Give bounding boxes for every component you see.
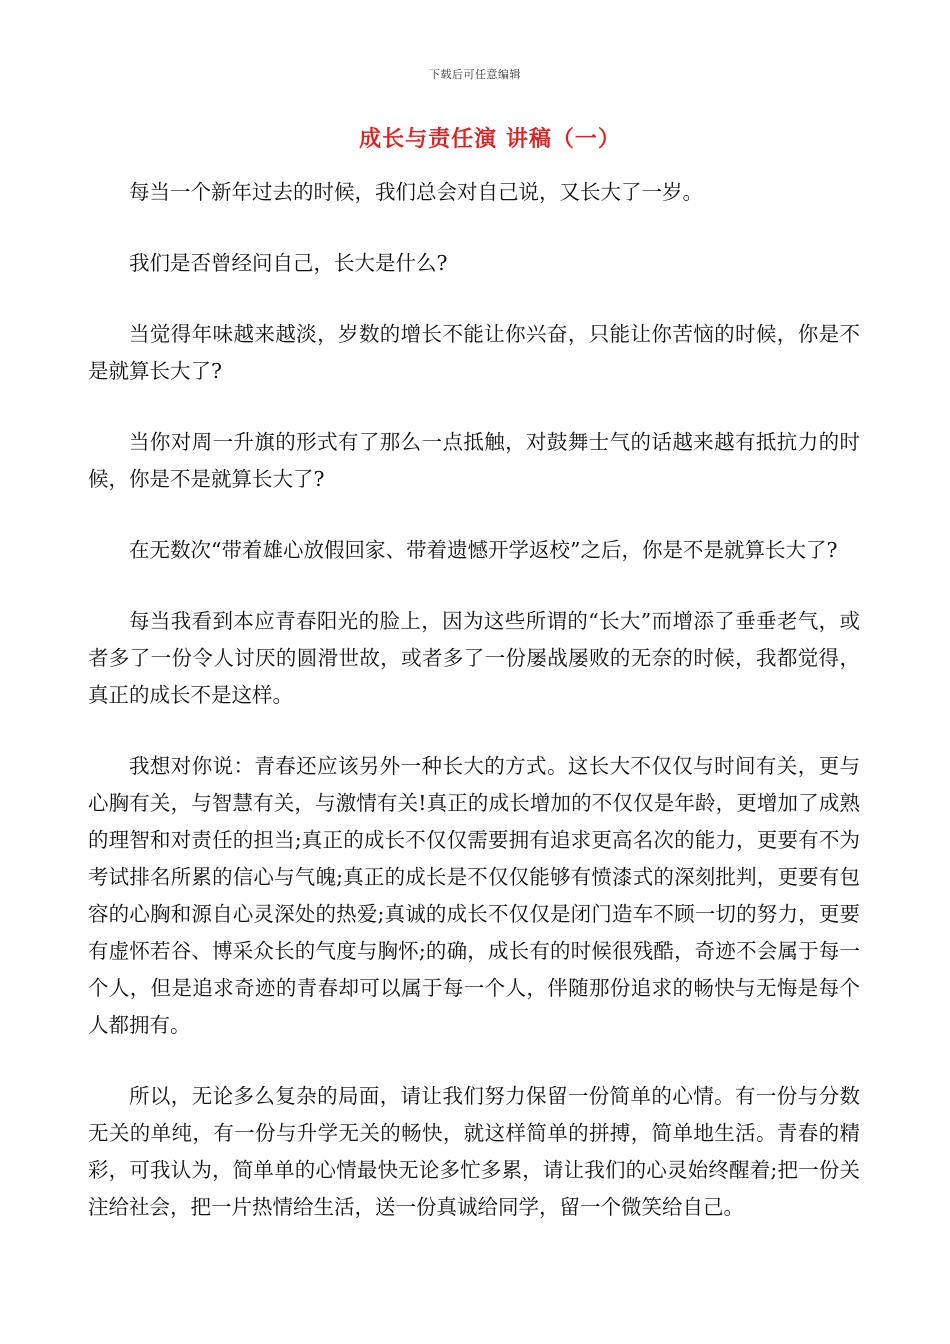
paragraph: 我们是否曾经问自己，长大是什么? bbox=[129, 251, 448, 275]
paragraph: 我想对你说：青春还应该另外一种长大的方式。这长大不仅仅与时间有关，更与心胸有关，与智慧有关，与激情有关!真正的成长增加的不仅仅是年龄，更增加了成熟的理智和对责任的担当;真正的成长不仅仅需要拥有追求更高名次的能力，更要有不为考试排名所累的信心与气魄;真正的成长是不仅仅能够有愤漆式的深刻批判，更要有包容的心胸和源自心灵深处的热爱;真诚的成长不仅仅是闭门造车不顾一切的努力，更要有虚怀若谷、博采众长的气度与胸怀;的确，成长有的时候很残酷，奇迹不会属于每一个人，但是追求奇迹的青春却可以属于每一个人，伴随那份追求的畅快与无悔是每个人都拥有。 bbox=[88, 754, 860, 1037]
paragraph: 每当一个新年过去的时候，我们总会对自己说，又长大了一岁。 bbox=[129, 180, 703, 204]
paragraph: 在无数次“带着雄心放假回家、带着遗憾开学返校”之后，你是不是就算长大了? bbox=[129, 538, 838, 562]
paragraph: 当你对周一升旗的形式有了那么一点抵触，对鼓舞士气的话越来越有抵抗力的时候，你是不是就算长大了? bbox=[88, 430, 860, 491]
paragraph: 每当我看到本应青春阳光的脸上，因为这些所谓的“长大”而增添了垂垂老气，或者多了一份令人讨厌的圆滑世故，或者多了一份屡战屡败的无奈的时候，我都觉得，真正的成长不是这样。 bbox=[88, 609, 860, 707]
header-note: 下载后可任意编辑 bbox=[429, 68, 521, 81]
paragraph: 当觉得年味越来越淡，岁数的增长不能让你兴奋，只能让你苦恼的时候，你是不是就算长大了? bbox=[88, 322, 860, 383]
document-body bbox=[88, 174, 860, 1260]
paragraph: 所以，无论多么复杂的局面，请让我们努力保留一份简单的心情。有一份与分数无关的单纯，有一份与升学无关的畅快，就这样简单的拼搏，简单地生活。青春的精彩，可我认为，简单单的心情最快无论多忙多累，请让我们的心灵始终醒着;把一份关注给社会，把一片热情给生活，送一份真诚给同学，留一个微笑给自己。 bbox=[88, 1084, 860, 1219]
document-title: 成长与责任演 讲稿（一） bbox=[359, 126, 621, 152]
